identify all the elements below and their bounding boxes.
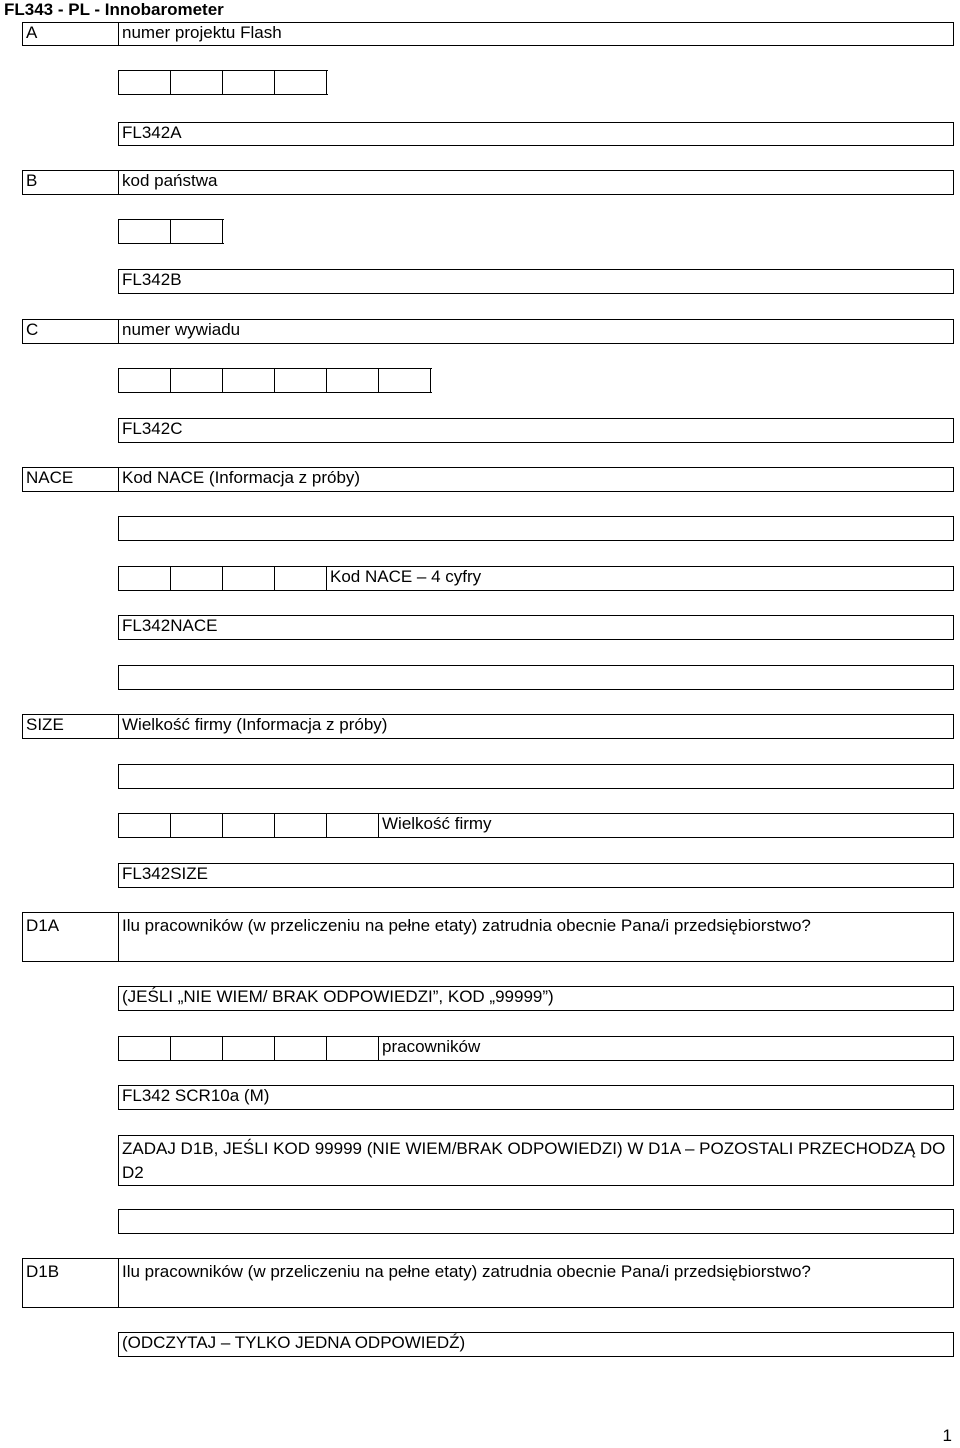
question-label-nace: Kod NACE (Informacja z próby) xyxy=(118,467,954,492)
input-cells-size[interactable] xyxy=(118,813,380,838)
variable-name-nace: FL342NACE xyxy=(118,615,954,640)
variable-name-d1a: FL342 SCR10a (M) xyxy=(118,1085,954,1110)
input-cell[interactable] xyxy=(379,369,431,392)
d1a-extra-field[interactable] xyxy=(118,1209,954,1234)
question-code-d1b: D1B xyxy=(22,1258,120,1308)
input-cell[interactable] xyxy=(171,567,223,590)
question-code-size: SIZE xyxy=(22,714,120,739)
input-cells-a[interactable] xyxy=(118,70,328,95)
input-cell[interactable] xyxy=(119,814,171,837)
input-cell[interactable] xyxy=(223,369,275,392)
d1a-unit-label: pracowników xyxy=(378,1036,954,1061)
input-cells-d1a[interactable] xyxy=(118,1036,380,1061)
input-cell[interactable] xyxy=(275,567,327,590)
input-cell[interactable] xyxy=(171,1037,223,1060)
instruction-d1b: (ODCZYTAJ – TYLKO JEDNA ODPOWIEDŹ) xyxy=(118,1332,954,1357)
question-label-a: numer projektu Flash xyxy=(118,22,954,46)
input-cell[interactable] xyxy=(327,1037,379,1060)
nace-answer-field[interactable] xyxy=(118,516,954,541)
question-label-size: Wielkość firmy (Informacja z próby) xyxy=(118,714,954,739)
input-cell[interactable] xyxy=(275,369,327,392)
variable-name-size: FL342SIZE xyxy=(118,863,954,888)
input-cell[interactable] xyxy=(119,369,171,392)
input-cells-c[interactable] xyxy=(118,368,432,393)
size-unit-label: Wielkość firmy xyxy=(378,813,954,838)
question-code-c: C xyxy=(22,319,120,344)
input-cell[interactable] xyxy=(275,1037,327,1060)
input-cell[interactable] xyxy=(171,71,223,94)
variable-name-c: FL342C xyxy=(118,418,954,443)
variable-name-b: FL342B xyxy=(118,269,954,294)
question-text-d1b: Ilu pracowników (w przeliczeniu na pełne etaty) zatrudnia obecnie Pana/i przedsiębiorstwo? xyxy=(118,1258,954,1308)
document-title: FL343 - PL - Innobarometer xyxy=(4,0,224,19)
variable-name-a: FL342A xyxy=(118,122,954,146)
input-cell[interactable] xyxy=(223,71,275,94)
input-cell[interactable] xyxy=(171,814,223,837)
input-cells-nace[interactable] xyxy=(118,566,328,591)
question-code-b: B xyxy=(22,170,120,195)
question-label-c: numer wywiadu xyxy=(118,319,954,344)
input-cell[interactable] xyxy=(119,71,171,94)
size-answer-field[interactable] xyxy=(118,764,954,789)
input-cell[interactable] xyxy=(275,71,327,94)
input-cell[interactable] xyxy=(327,369,379,392)
input-cells-b[interactable] xyxy=(118,219,224,244)
input-cell[interactable] xyxy=(223,1037,275,1060)
input-cell[interactable] xyxy=(327,814,379,837)
page-number: 1 xyxy=(942,1426,952,1445)
input-cell[interactable] xyxy=(171,220,223,243)
nace-unit-label: Kod NACE – 4 cyfry xyxy=(326,566,954,591)
input-cell[interactable] xyxy=(171,369,223,392)
question-text-d1a: Ilu pracowników (w przeliczeniu na pełne etaty) zatrudnia obecnie Pana/i przedsiębiorstwo? xyxy=(118,912,954,962)
instruction-d1a: (JEŚLI „NIE WIEM/ BRAK ODPOWIEDZI”, KOD „99999”) xyxy=(118,986,954,1011)
input-cell[interactable] xyxy=(275,814,327,837)
nace-extra-field[interactable] xyxy=(118,665,954,690)
question-label-b: kod państwa xyxy=(118,170,954,195)
input-cell[interactable] xyxy=(119,1037,171,1060)
question-code-a: A xyxy=(22,22,120,46)
input-cell[interactable] xyxy=(119,567,171,590)
input-cell[interactable] xyxy=(223,814,275,837)
question-code-d1a: D1A xyxy=(22,912,120,962)
routing-instruction-d1a: ZADAJ D1B, JEŚLI KOD 99999 (NIE WIEM/BRAK ODPOWIEDZI) W D1A – POZOSTALI PRZECHODZĄ DO D2 xyxy=(118,1135,954,1186)
input-cell[interactable] xyxy=(119,220,171,243)
question-code-nace: NACE xyxy=(22,467,120,492)
input-cell[interactable] xyxy=(223,567,275,590)
